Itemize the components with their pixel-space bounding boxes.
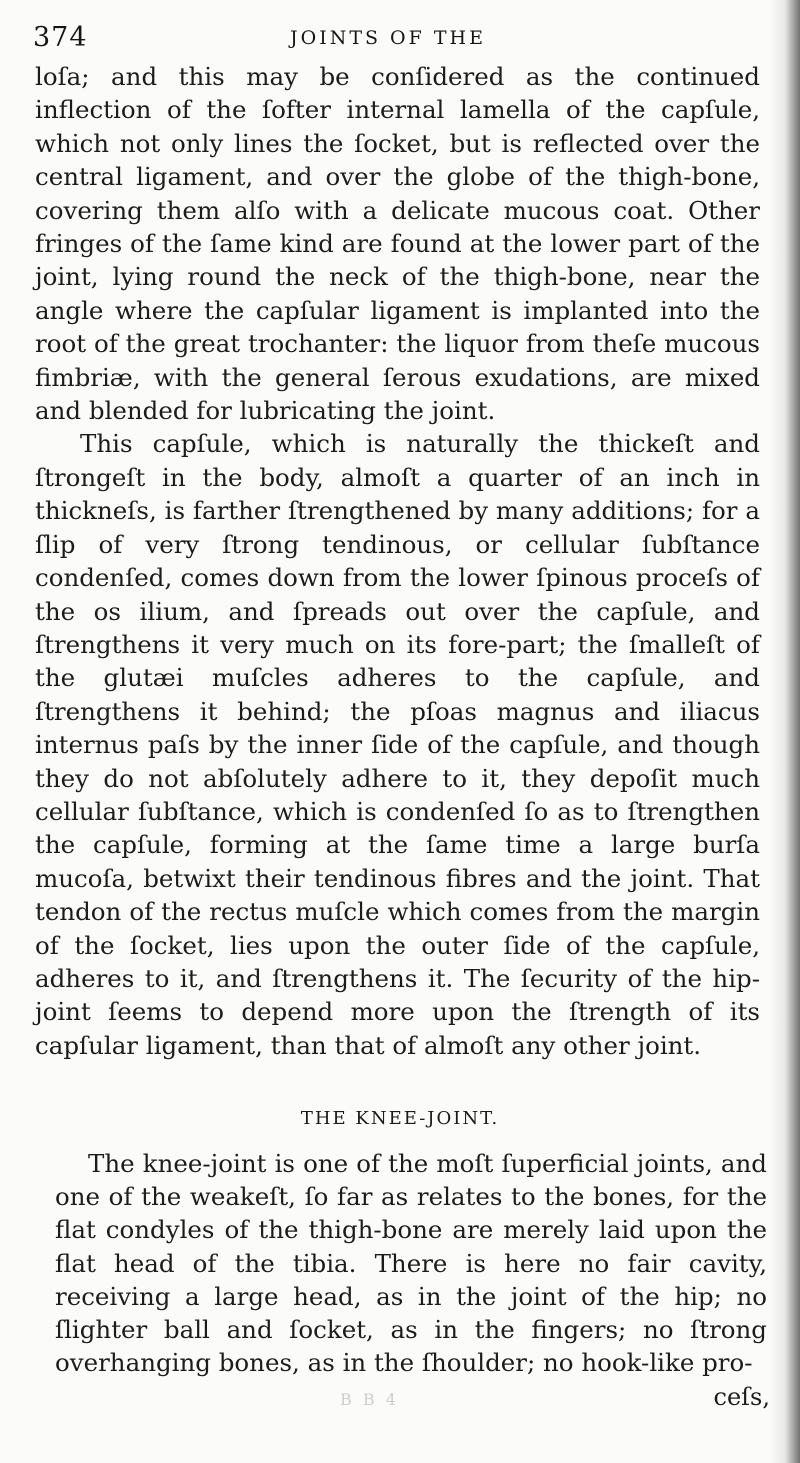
running-head: JOINTS OF THE bbox=[290, 27, 486, 49]
signature-mark: B B 4 bbox=[340, 1390, 399, 1409]
page-number: 374 bbox=[33, 22, 88, 53]
paragraph-knee-joint: The knee-joint is one of the moſt ſuperficial joints, and one of the weakeſt, ſo far as relates to the bones, for the flat condyles of the thigh-bone are merely laid upon the flat head of the tibia. There is here no fair cavity, receiving a large head, as in the joint of the hip; no ſlighter ball and ſocket, as in the fingers; no ſtrong overhanging bones, as in the ſhoulder; no hook-like pro- bbox=[55, 1149, 767, 1378]
hip-joint-text bbox=[35, 60, 760, 1062]
paragraph-capsule-strength: This capſule, which is naturally the thickeſt and ſtrongeſt in the body, almoſt a quarter of an inch in thickneſs, is farther ſtrengthened by many additions; for a ſlip of very ſtrong tendinous, or cellular ſubſtance condenſed, comes down from the lower ſpinous proceſs of the os ilium, and ſpreads out over the capſule, and ſtrengthens it very much on its fore-part; the ſmalleſt of the glutæi muſcles adheres to the capſule, and ſtrengthens it behind; the pſoas magnus and iliacus internus paſs by the inner ſide of the capſule, and though they do not abſolutely adhere to it, they depoſit much cellular ſubſtance, which is condenſed ſo as to ſtrengthen the capſule, forming at the ſame time a large burſa mucoſa, betwixt their tendinous fibres and the joint. That tendon of the rectus muſcle which comes from the margin of the ſocket, lies upon the outer ſide of the capſule, adheres to it, and ſtrengthens it. The ſecurity of the hip-joint ſeems to depend more upon the ſtrength of its capſular ligament, than that of almoſt any other joint. bbox=[35, 429, 760, 1060]
section-heading-knee-joint: THE KNEE-JOINT. bbox=[300, 1108, 500, 1129]
catchword: ceſs, bbox=[713, 1383, 770, 1411]
paragraph-capsule-fringes: loſa; and this may be conſidered as the continued inflection of the ſofter internal lamella of the capſule, which not only lines the ſocket, but is reflected over the central ligament, and over the globe of the thigh-bone, covering them alſo with a delicate mucous coat. Other fringes of the ſame kind are found at the lower part of the joint, lying round the neck of the thigh-bone, near the angle where the capſular ligament is implanted into the root of the great trochanter: the liquor from theſe mucous fimbriæ, with the general ſerous exudations, are mixed and blended for lubricating the joint. bbox=[35, 62, 760, 426]
page-header bbox=[0, 14, 800, 54]
